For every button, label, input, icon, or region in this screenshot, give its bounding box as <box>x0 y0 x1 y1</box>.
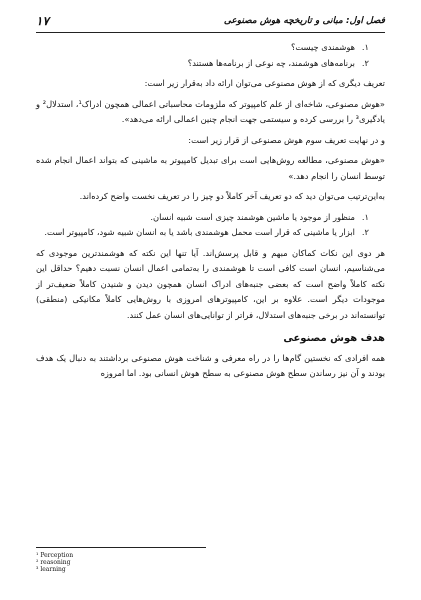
paragraph: هر دوی این نکات کماکان مبهم و قابل پرسش‌اند. آیا تنها این نکته که هوشمندترین موجودی که می‌شناسیم، انسان است کافی است تا هوشمندی را به‌تمامی اعمال انسان نسبت دهیم؟ حداقل این نکته کاملاً واضح است که بعضی جنبه‌های ادراک انسان همچون دیدن و شنیدن کاملاً ضعیف‌تر از موجودات دیگر است. علاوه بر این، کامپیوترهای امروزی با روش‌هایی کاملاً مکانیکی (منطقی) توانسته‌اند در برخی جنبه‌های استدلال، فراتر از توانایی‌های انسان عمل کنند. <box>36 247 385 320</box>
section-heading: هدف هوش مصنوعی <box>283 333 385 344</box>
running-header <box>36 14 385 33</box>
paragraph: به‌این‌ترتیب می‌توان دید که دو تعریف آخر کاملاً دو چیز را در تعریف نخست واضح کرده‌اند. <box>79 191 385 201</box>
list-number: ۲. <box>361 57 369 68</box>
definition-quote: «هوش مصنوعی، شاخه‌ای از علم کامپیوتر که ملزومات محاسباتی اعمالی همچون ادراک¹، استدلال² و یادگیری³ را بررسی کرده و سیستمی جهت انجام چنین اعمالی ارائه می‌دهد». <box>36 98 385 124</box>
footnote: ³ learning <box>36 566 66 573</box>
list-text: منظور از موجود یا ماشین هوشمند چیزی است شبیه انسان. <box>150 211 355 222</box>
clarifications-list <box>36 210 385 241</box>
list-item <box>36 210 385 226</box>
footnote: ² reasoning <box>36 559 71 566</box>
footnote: ¹ Perception <box>36 552 74 559</box>
list-number: ۱. <box>361 42 369 52</box>
paragraph: همه افرادی که نخستین گام‌ها را در راه معرفی و شناخت هوش مصنوعی برداشتند به دنبال یک هدف بودند و آن نیز رساندن سطح هوش مصنوعی به سطح هوش انسانی بود. اما امروزه <box>36 352 385 378</box>
list-text: برنامه‌های هوشمند، چه نوعی از برنامه‌ها هستند؟ <box>187 57 355 68</box>
footnotes <box>36 547 206 573</box>
list-item <box>36 225 385 241</box>
definition-intro: تعریف دیگری که از هوش مصنوعی می‌توان ارائه داد به‌قرار زیر است: <box>144 78 385 88</box>
list-text: هوشمندی چیست؟ <box>291 42 355 52</box>
definition-quote: «هوش مصنوعی، مطالعه روش‌هایی است برای تبدیل کامپیوتر به ماشینی که بتواند اعمال انجام شده توسط انسان را انجام دهد.» <box>36 155 385 181</box>
chapter-title: فصل اول: مبانی و تاریخچه هوش مصنوعی <box>223 16 385 26</box>
list-text: ابزار یا ماشینی که قرار است محمل هوشمندی باشد یا به انسان شبیه شود، کامپیوتر است. <box>44 227 355 237</box>
list-number: ۱. <box>361 211 369 222</box>
list-number: ۲. <box>361 227 369 237</box>
page-body <box>36 40 385 387</box>
questions-list <box>36 40 385 71</box>
list-item <box>36 40 385 56</box>
page-number: ۱۷ <box>36 14 49 28</box>
list-item <box>36 56 385 72</box>
definition-intro: و در نهایت تعریف سوم هوش مصنوعی از قرار زیر است: <box>188 134 385 145</box>
